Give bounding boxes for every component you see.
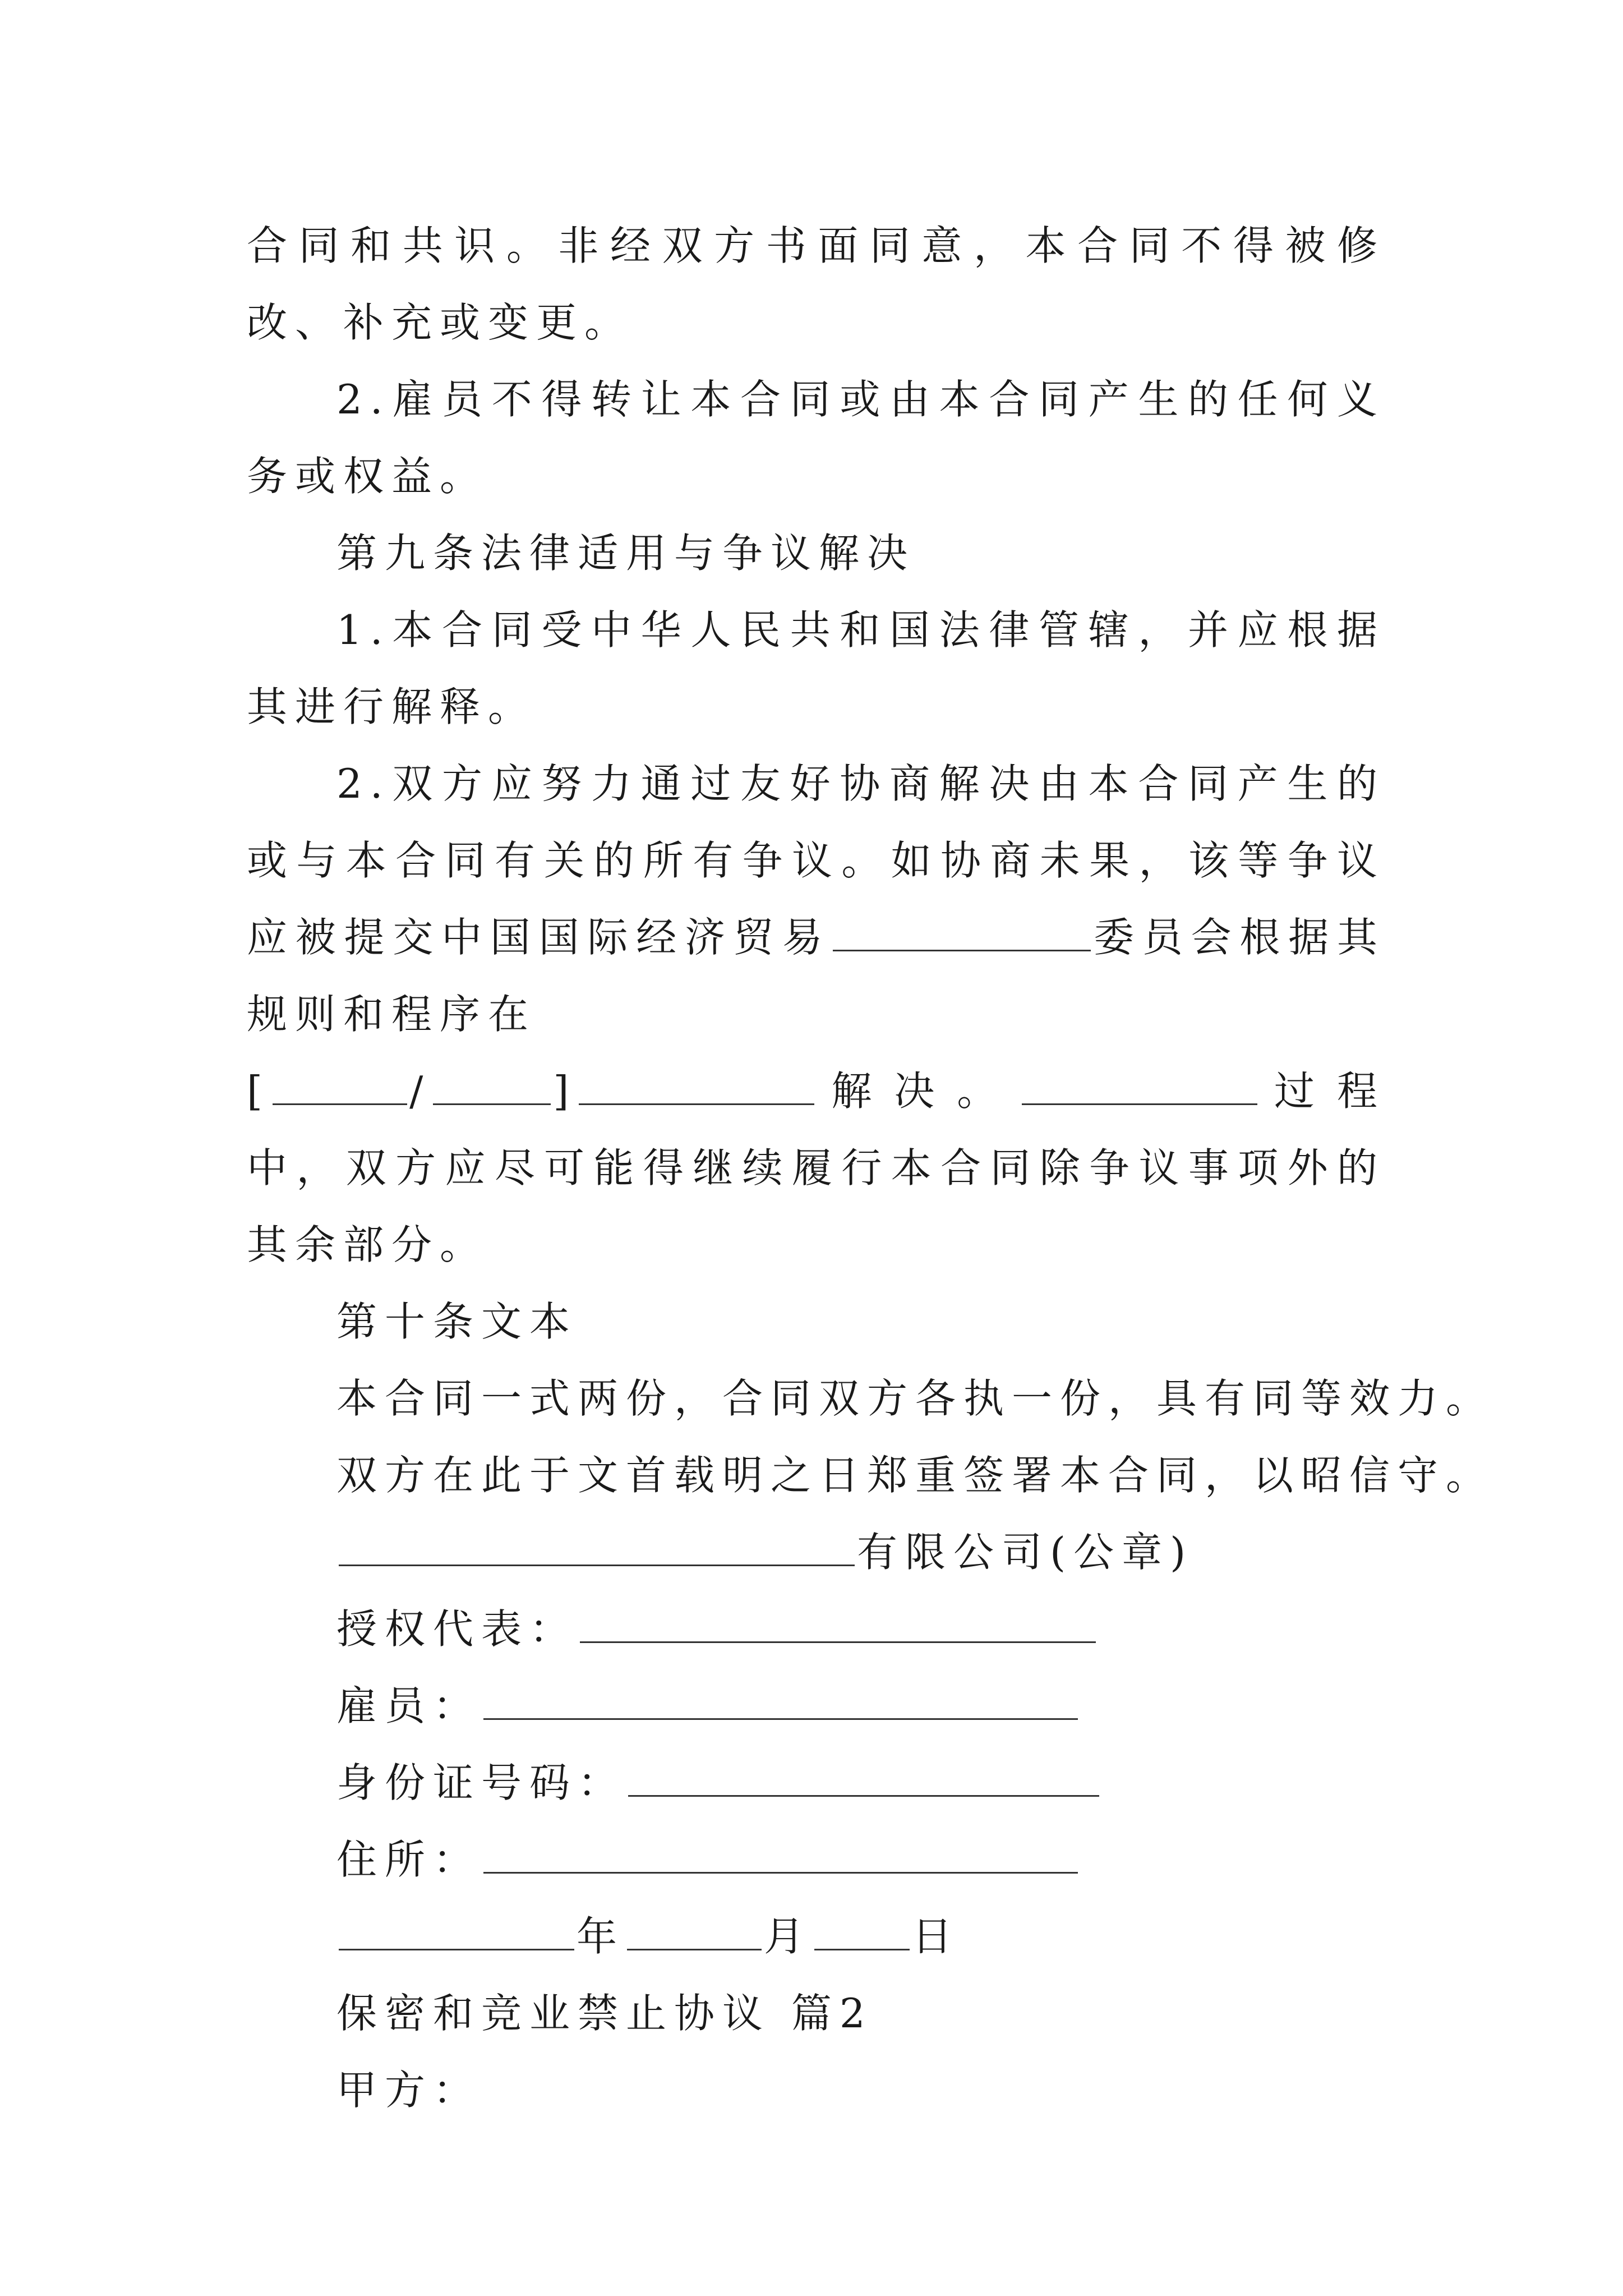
year-label: 年: [577, 1913, 625, 1960]
section-heading-10: 第十条文本: [336, 1298, 578, 1345]
dispute-text-part-2: 委员会根据其规则和程序在: [247, 914, 1385, 1038]
day-label: 日: [912, 1913, 961, 1960]
dispute-text-part-1: 2.双方应努力通过友好协商解决由本合同产生的或与本合同有关的所有争议。如协商未果，该等争议应被提交中国国际经济贸易: [247, 760, 1385, 961]
day-blank: [814, 1914, 910, 1950]
company-seal-line: [247, 1514, 1385, 1591]
document-body: [247, 208, 1495, 2129]
dispute-text-part-4: 过程中，双方应尽可能得继续履行本合同除争议事项外的其余部分。: [247, 1068, 1385, 1268]
paragraph-governing-law: 1.本合同受中华人民共和国法律管辖，并应根据其进行解释。: [247, 606, 1385, 730]
party-a-label: 甲方：: [336, 2067, 482, 2114]
year-blank: [339, 1914, 574, 1950]
month-blank: [627, 1914, 762, 1950]
blank-line: [833, 915, 1091, 951]
next-agreement-title: 保密和竞业禁止协议 篇2: [336, 1990, 873, 2037]
blank-line: [273, 1069, 407, 1105]
bracket-open: [: [247, 1068, 271, 1115]
auth-rep-line: [247, 1591, 1385, 1668]
paragraph-dispute-resolution: [247, 746, 1385, 1283]
residence-line: [247, 1821, 1385, 1898]
dispute-text-part-3: 解决。: [817, 1068, 1020, 1115]
paragraph-signing: 双方在此于文首载明之日郑重签署本合同，以昭信守。: [336, 1452, 1495, 1499]
blank-line: [433, 1069, 551, 1105]
id-number-blank: [628, 1760, 1099, 1797]
id-number-label: 身份证号码：: [336, 1759, 626, 1806]
employee-label: 雇员：: [336, 1682, 482, 1729]
paragraph-copies: 本合同一式两份，合同双方各执一份，具有同等效力。: [336, 1375, 1495, 1422]
residence-label: 住所：: [336, 1836, 482, 1883]
blank-line: [1022, 1069, 1257, 1105]
company-suffix: 有限公司(公章): [857, 1529, 1194, 1576]
month-label: 月: [764, 1913, 813, 1960]
auth-rep-blank: [580, 1607, 1096, 1643]
slash: /: [409, 1068, 431, 1115]
id-number-line: [247, 1745, 1385, 1821]
section-heading-9: 第九条法律适用与争议解决: [336, 530, 916, 577]
employee-blank: [483, 1683, 1078, 1720]
paragraph-contract-entirety: 合同和共识。非经双方书面同意，本合同不得被修改、补充或变更。: [247, 222, 1385, 346]
auth-rep-label: 授权代表：: [336, 1605, 578, 1653]
bracket-close: ]: [553, 1068, 577, 1115]
employee-line: [247, 1668, 1385, 1745]
residence-blank: [483, 1837, 1078, 1874]
blank-line: [579, 1069, 814, 1105]
company-name-blank: [339, 1530, 855, 1566]
paragraph-no-transfer: 2.雇员不得转让本合同或由本合同产生的任何义务或权益。: [247, 376, 1385, 500]
date-line: [247, 1898, 1385, 1975]
